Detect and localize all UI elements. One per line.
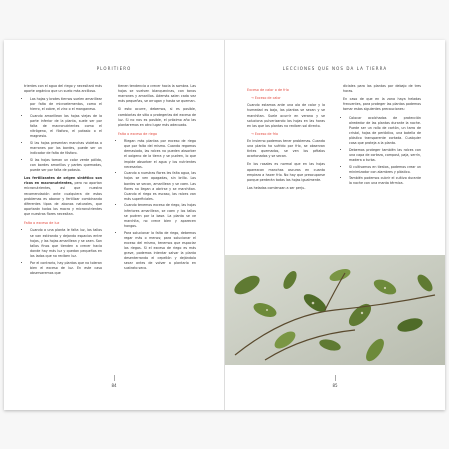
list-item: • Riegan más plantas por exceso de riego que por falta del mismo. Cuando regamos demasiado, las raíces no pueden absorber el oxígeno de la tierra y se pudren, lo que impide absorber el agua y los nutrientes necesarios. [124,139,196,170]
page-number-left [4,375,224,388]
leaves-illustration [225,255,445,365]
list-item: • Debemos proteger también las raíces con una capa de corteza, compost, paja, serrín, madera o turba. [349,148,421,163]
paragraph: tienen tendencia a crecer hacia la sombra. Las hojas se vuelven blanquecinas, con tonos marrones y amarillos. Además salen cada vez más pequeñas, se arrugan y hasta se queman. [118,84,196,104]
book-spread [4,40,445,410]
running-header-right: LECCIONES QUE NOS DA LA TIERRA [282,66,388,71]
paragraph-fertilizer [24,176,102,217]
left-column-1 [24,84,102,279]
paragraph: Si esto ocurre, debemos, si es posible, cambiarlas de sitio o protegerlas del exceso de luz. Si no nos es posible, el próximo año las plantaremos en otro lugar más adecuado. [118,107,196,127]
page-number-text: 84 [111,383,117,388]
list-item: • Por el contrario, hay plantas que no toleran bien el exceso de luz. En este caso observaremos que [30,261,102,276]
paragraph: diciales para las plantas por debajo de tres horas. [343,84,421,94]
list-item: • Cuando a nuestras flores les falta agua, las hojas se ven apagadas, sin brillo. Los bordes se secan, amarillean y se caen. Las flores no llegan a abrirse y se marchitan. Cuando el riego es escaso, las raíces van más superficiales. [124,171,196,202]
right-column-2 [343,84,421,189]
left-page [4,40,225,410]
list-item: • Colocar acolchados de protección alrededor de las plantas durante la noche. Puede ser un rollo de cartón, un tarro de cristal, hojas de periódico, una botella de plástico transparente cortada. Cualquier cosa que proteja a la planta. [349,116,421,147]
paragraph: Cuando estamos ante una ola de calor y la humedad es baja, las plantas se secan y se marchitan. Suele ocurrir en verano y se soluciona pulverizando las hojas en las horas en las que las plantas no reciben sol directo. [247,103,325,128]
bullet-list [24,97,102,173]
bullet-list [343,116,421,187]
list-item: • Si las hojas toman un color verde pálido, con bordes amarillos y partes quemadas, puede ser por falta de potasio. [30,158,102,173]
paragraph: En caso de que en la zona haya heladas frecuentes, para proteger las plantas podemos tomar estas siguientes precauciones: [343,97,421,112]
list-item: • También podemos cubrir el cultivo durante la noche con una manta térmica. [349,176,421,186]
plant-photo [225,255,445,365]
left-column-2 [118,84,196,274]
page-number-right [225,375,445,388]
subheading-text: Exceso de frío [254,131,279,136]
paragraph: En los rosales es normal que en las hojas aparezcan manchas oscuras en cuanto empieza a hacer frío. No hay que preocuparse porque perderán todas las hojas igualmente. [247,162,325,182]
list-item: • Las hojas y brotes tiernos suelen amarillear por falta de microelementos, como el hierro, el cobre, el zinc o el manganeso. [30,97,102,112]
running-header-left: PLORITIERO [96,66,132,71]
subheading: → Exceso de calor [251,96,281,101]
paragraph-text: pero no aportan micronutrientes, así que nuestra recomendación ante cualquiera de estos problemas es abonar y fertilizar combinando diferentes tipos de abonos naturales, que aportarán todos los macro y micronutrientes que nuestras flores necesitan. [24,181,102,217]
right-column-1 [247,84,325,194]
section-heading: Exceso de calor o de frío [247,88,289,92]
folio-rule [335,375,336,381]
page-number-text: 85 [332,383,338,388]
bold-text: Los fertilizantes de origen sintético son ricos en macronutrientes, [24,176,102,186]
list-item: • Cuando amarillean las hojas viejas de la parte inferior de la planta, suele ser por falta de macronutrientes como el nitrógeno, el fósforo, el potasio o el magnesio. [30,114,102,140]
paragraph: En invierno podemos tener problemas. Cuando una planta ha sufrido por frío, se observan tintes quemados, se ven los pétalos acartonados y se secan. [247,139,325,159]
right-page [225,40,445,410]
subheading-text: Exceso de calor [254,96,281,101]
paragraph: trientes con el agua del riego y necesitará más aporte orgánico que un suelo más arcilloso. [24,84,102,94]
list-item: • Si las hojas presentan manchas violetas o marrones por los bordes, puede ser un indicador de falta de fósforo. [30,141,102,156]
list-item: • Si cultivamos en tiestos, podemos crear un minimizador con alambres y plástico. [349,165,421,175]
folio-rule [114,375,115,381]
section-heading: Falta o exceso de luz [24,221,60,226]
list-item: • Para solucionar la falta de riego, debemos regar más o menos; para solucionar el exceso del mismo, tenemos que espaciar los riegos. Si el exceso de riego es más grave, podemos intentar salvar la planta desenterrando el cepellón y dejándolo secar antes de volver a plantarlo en sustrato seco. [124,231,196,272]
section-heading: Falta o exceso de riego [118,131,158,136]
list-item: • Cuando tenemos exceso de riego, las hojas inferiores amarillean, se caen y los tallos se pudren por la base. La planta se ve marchita, no crece bien y aparecen hongos. [124,203,196,229]
paragraph: Las heladas comienzan a ser perju- [247,185,306,190]
bullet-list [118,139,196,271]
list-item: • Cuando a una planta le falta luz, los tallos se van estirando y dejando espacios entre hojas, y las hojas amarillean y se caen. Son tallos finos que tienden a crecer hacia donde hay más luz y quedan pequeños en los lados que no reciben luz. [30,228,102,259]
bullet-list [24,228,102,275]
subheading: → Exceso de frío [251,131,279,136]
